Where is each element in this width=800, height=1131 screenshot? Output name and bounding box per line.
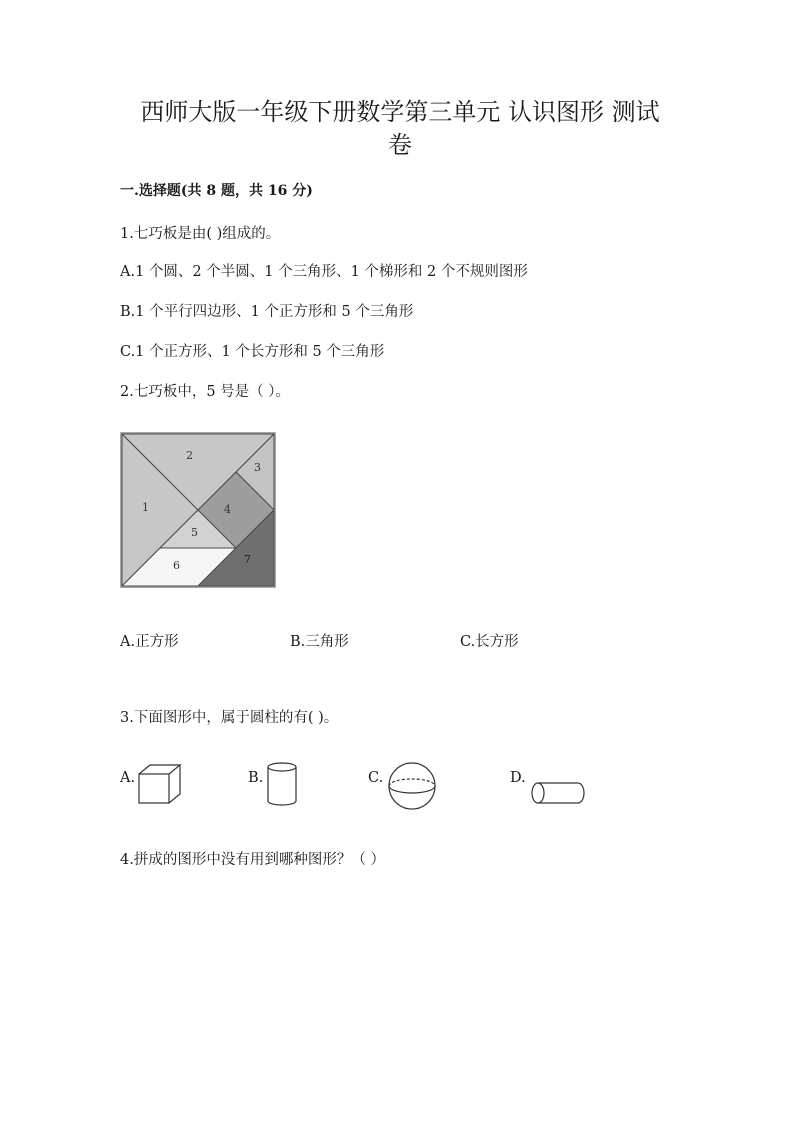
cube-icon: [136, 762, 186, 806]
piece-label-3: 3: [254, 461, 261, 474]
question-1-option-b: B.1 个平行四边形、1 个正方形和 5 个三角形: [120, 304, 414, 320]
tangram-figure: [120, 432, 276, 588]
question-1-stem: 1.七巧板是由( )组成的。: [120, 226, 281, 242]
document-title: [90, 96, 710, 162]
piece-label-1: 1: [142, 501, 149, 514]
question-1-option-a: A.1 个圆、2 个半圆、1 个三角形、1 个梯形和 2 个不规则图形: [120, 264, 528, 280]
question-4-stem: 4.拼成的图形中没有用到哪种图形？（ ）: [120, 852, 385, 868]
question-3-stem: 3.下面图形中，属于圆柱的有( )。: [120, 710, 339, 726]
piece-label-6: 6: [173, 559, 180, 572]
question-3-option-b-label: B.: [248, 770, 264, 786]
question-2-stem: 2.七巧板中，5 号是（ ）。: [120, 384, 291, 400]
horizontal-cylinder-icon: [526, 778, 588, 808]
question-3-option-d-label: D.: [510, 770, 526, 786]
question-2-option-b: B.三角形: [290, 634, 349, 650]
question-3-option-c-label: C.: [368, 770, 384, 786]
upright-cylinder-icon: [264, 760, 300, 808]
title-line-1: 西师大版一年级下册数学第三单元 认识图形 测试: [140, 98, 660, 126]
question-2-option-a: A.正方形: [120, 634, 179, 650]
title-line-2: 卷: [388, 131, 412, 159]
section-heading: 一.选择题(共 8 题，共 16 分): [120, 183, 313, 199]
question-1-option-c: C.1 个正方形、1 个长方形和 5 个三角形: [120, 344, 385, 360]
question-2-option-c: C.长方形: [460, 634, 519, 650]
sphere-icon: [386, 760, 438, 812]
piece-label-7: 7: [244, 553, 251, 566]
piece-label-5: 5: [191, 526, 198, 539]
piece-label-4: 4: [224, 503, 231, 516]
question-3-option-a-label: A.: [120, 770, 136, 786]
piece-label-2: 2: [186, 449, 193, 462]
